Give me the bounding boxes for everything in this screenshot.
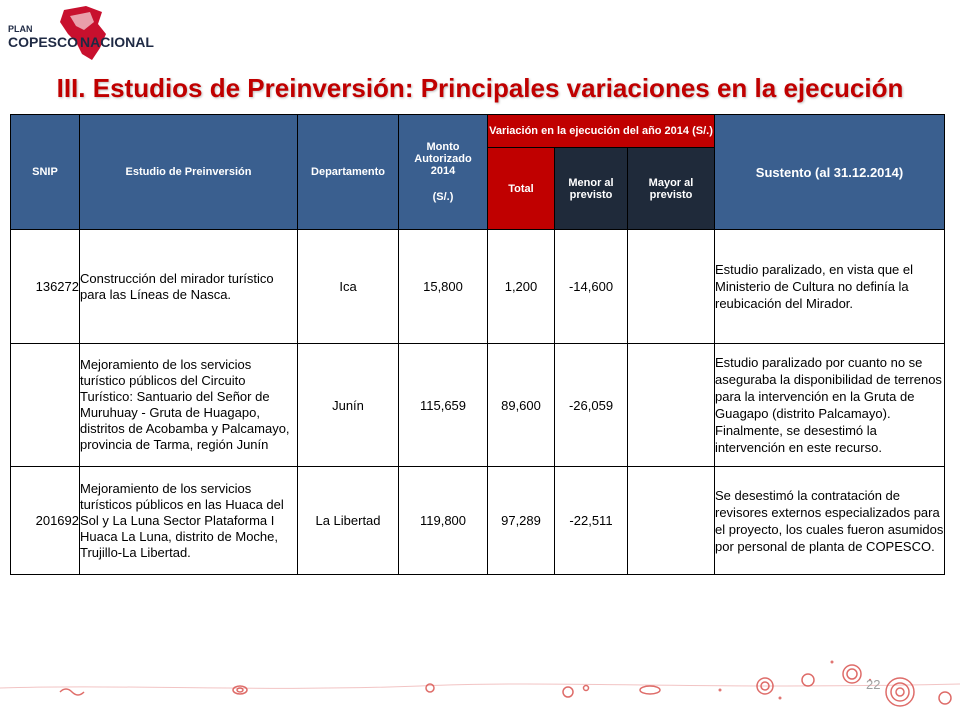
cell-estudio: Construcción del mirador turístico para las Líneas de Nasca. <box>80 230 298 344</box>
cell-departamento: Junín <box>298 344 399 467</box>
cell-monto: 119,800 <box>399 467 488 575</box>
cell-menor: -26,059 <box>555 344 628 467</box>
cell-total: 89,600 <box>488 344 555 467</box>
swirl-icon <box>802 674 814 686</box>
cell-total: 1,200 <box>488 230 555 344</box>
swirl-icon <box>939 692 951 704</box>
logo-plan-text: PLAN <box>8 24 33 34</box>
swirl-icon <box>843 665 861 683</box>
header-menor: Menor al previsto <box>555 148 628 230</box>
cell-snip <box>11 344 80 467</box>
table-row <box>11 344 945 467</box>
cell-snip: 201692 <box>11 467 80 575</box>
table-row <box>11 467 945 575</box>
page-number: 22 <box>866 677 881 692</box>
cell-sustento: Se desestimó la contratación de revisores externos especializados para el proyecto, los cuales fueron asumidos por personal de planta de COPESCO. <box>715 467 945 575</box>
header-monto <box>399 115 488 230</box>
cell-departamento: La Libertad <box>298 467 399 575</box>
header-mayor: Mayor al previsto <box>628 148 715 230</box>
swirl-icon <box>640 686 660 694</box>
cell-estudio: Mejoramiento de los servicios turístico públicos del Circuito Turístico: Santuario del Señor de Muruhuay - Gruta de Huagapo, distritos de Acobamba y Palcamayo, provincia de Tarma, región Junín <box>80 344 298 467</box>
header-estudio: Estudio de Preinversión <box>80 115 298 230</box>
table-row <box>11 230 945 344</box>
cell-monto: 15,800 <box>399 230 488 344</box>
cell-sustento: Estudio paralizado por cuanto no se aseguraba la disponibilidad de terrenos para la intervención en la Gruta de Guagapo (distrito Palcamayo). Finalmente, se desestimó la intervención en este recurso. <box>715 344 945 467</box>
slide-title: III. Estudios de Preinversión: Principales variaciones en la ejecución <box>56 73 904 103</box>
swirl-icon <box>563 687 573 697</box>
swirl-icon <box>891 683 909 701</box>
preinversion-table <box>10 114 945 575</box>
cell-monto: 115,659 <box>399 344 488 467</box>
header-monto-label: Monto Autorizado 2014 <box>414 141 472 177</box>
swirl-icon <box>896 688 904 696</box>
header-variacion: Variación en la ejecución del año 2014 (S/.) <box>488 115 715 148</box>
cell-departamento: Ica <box>298 230 399 344</box>
cell-menor: -22,511 <box>555 467 628 575</box>
cell-total: 97,289 <box>488 467 555 575</box>
decorative-swirls <box>0 640 960 720</box>
header-sustento: Sustento (al 31.12.2014) <box>715 115 945 230</box>
copesco-logo <box>6 4 156 66</box>
cell-menor: -14,600 <box>555 230 628 344</box>
cell-estudio: Mejoramiento de los servicios turísticos públicos en las Huaca del Sol y La Luna Sector Plataforma I Huaca La Luna, distrito de Moche, Trujillo-La Libertad. <box>80 467 298 575</box>
cell-sustento: Estudio paralizado, en vista que el Ministerio de Cultura no definía la reubicación del Mirador. <box>715 230 945 344</box>
header-monto-unit: (S/.) <box>432 191 454 203</box>
logo-nacional-text: NACIONAL <box>80 34 154 50</box>
cell-mayor <box>628 230 715 344</box>
logo-copesco-text: COPESCO <box>8 34 79 50</box>
header-total: Total <box>488 148 555 230</box>
swirl-icon <box>60 689 84 695</box>
cell-mayor <box>628 344 715 467</box>
swirl-icon <box>847 669 857 679</box>
header-departamento: Departamento <box>298 115 399 230</box>
swirl-icon <box>237 688 243 692</box>
header-snip: SNIP <box>11 115 80 230</box>
swirl-icon <box>886 678 914 706</box>
swirl-icon <box>584 686 589 691</box>
cell-mayor <box>628 467 715 575</box>
swirl-icon <box>233 686 247 694</box>
cell-snip: 136272 <box>11 230 80 344</box>
